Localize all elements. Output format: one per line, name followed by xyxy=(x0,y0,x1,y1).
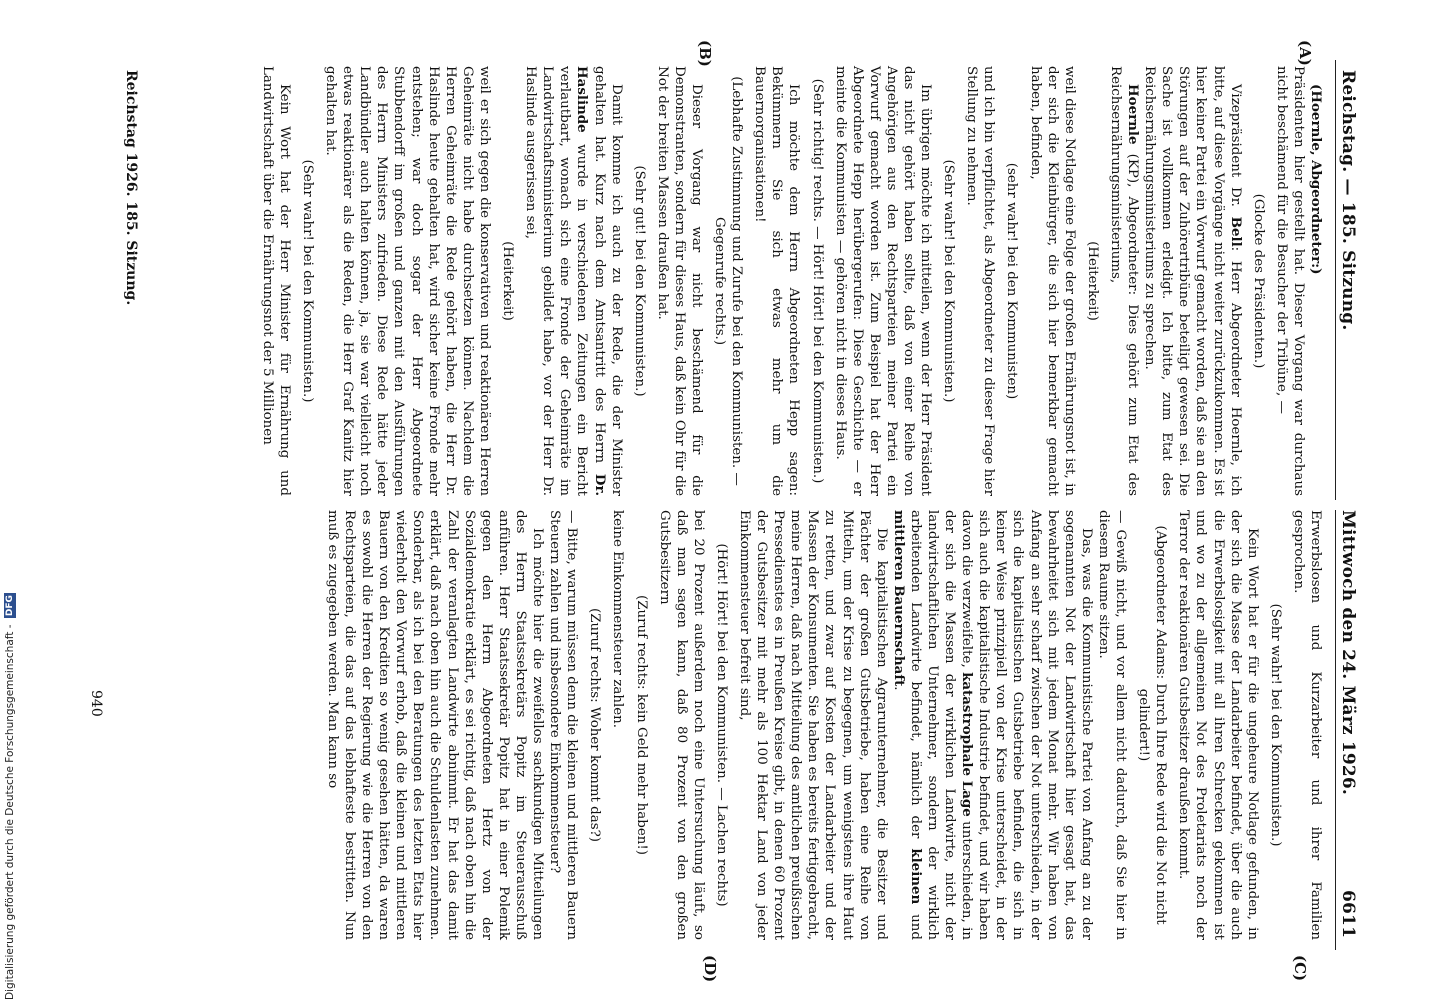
footer-page-number: 940 xyxy=(88,690,104,717)
interjection xyxy=(632,510,649,940)
text-run: weil diese Notlage eine Folge der großen Ernährungsnot ist, in der sich die Kleinbürger, die sich hier bemerkbar gemacht haben, befinden, xyxy=(1027,66,1077,496)
margin-marker-c: (C) xyxy=(1291,955,1309,982)
text-run: bei 20 Prozent außerdem noch eine Untersuchung läuft, so daß man sagen kann, daß 80 Prozent von den großen Gutsbesitzern xyxy=(656,510,706,940)
paragraph xyxy=(522,66,625,496)
text-run: (Zuruf rechts: kein Geld mehr haben!) xyxy=(633,594,649,856)
paragraph xyxy=(736,510,890,940)
header-rule-right xyxy=(1335,510,1336,950)
running-header-right: Mittwoch den 24. März 1926. xyxy=(1338,510,1358,796)
interjection xyxy=(713,510,730,940)
text-column-left xyxy=(259,66,1324,496)
paragraph xyxy=(322,66,493,496)
paragraph xyxy=(546,510,580,940)
text-run: und ich bin verpflichtet, als Abgeordneter zu dieser Frage hier Stellung zu nehmen. xyxy=(964,66,997,496)
text-run: Erwerbslosen und Kurzarbeiter und ihrer Familien gesprochen. xyxy=(1290,510,1323,940)
text-run: (Hört! Hört! bei den Kommunisten. — Lachen rechts) xyxy=(713,543,729,907)
text-run: Vizepräsident Dr. xyxy=(1227,84,1243,217)
paragraph xyxy=(1141,66,1244,496)
footer-imprint: Reichstag 1926. 185. Sitzung. xyxy=(123,70,139,306)
paragraph xyxy=(1307,66,1324,496)
text-run: Kein Wort hat er für die ungeheure Notlage gefunden, in der sich die Masse der Landarbeiter befindet, über die auch die Erwerbslosigkeit mit all ihren Schrecken gekommen ist und wo zu der allgemeinen Not des Proletariats noch der Terror der reaktionären Gutsbesitzer draußen kommt. xyxy=(1176,510,1260,940)
speaker-name: (Hoernle, Abgeordneter:) xyxy=(1308,84,1324,275)
text-run: — Bitte, warum müssen denn die kleinen und mittleren Bauern Steuern zahlen und insbesondere Einkommensteuer? xyxy=(547,510,580,940)
paragraph xyxy=(259,66,293,496)
speaker-name: mittleren Bauernschaft xyxy=(890,510,907,687)
interjection xyxy=(499,66,516,496)
interjection xyxy=(711,66,745,496)
interjection xyxy=(808,66,825,496)
text-run: Das, was die Kommunistische Partei von Anfang an zu der sogenannten Not der Landwirtschaft hier gesagt hat, das bewahrheitet sich mit jedem Monat mehr. Wir haben von Anfang an sehr scharf zwischen der Not unterschieden, in der sich die kapitalistischen Gutsbetriebe befinden, die sich in keiner Weise prinzipiell von der Krise unterscheidet, in der sich auch die kapitalistische Industrie befindet, und wir haben davon die verzweifelte, xyxy=(959,510,1094,940)
digitization-note-text: Digitalisierung gefördert durch die Deutsche Forschungsgemeinschaft - xyxy=(4,624,16,1000)
text-run: : Herr Abgeordneter Hoernle, ich bitte, auf diese Vorgänge nicht weiter zurückzukommen. Es ist hier keiner Partei ein Vorwurf gemacht worden, daß sie an den Störungen auf der Zuhörertribüne beteiligt gewesen sei. Die Sache ist vollkommen erledigt. Ich bitte, zum Etat des Reichsernährungsministeriums zu sprechen. xyxy=(1142,66,1243,497)
text-run: Ich möchte hier die zweifellos sachkundigen Mitteilungen des Herrn Staatssekretärs Popitz im Steuerausschuß anführen. Herr Staatssekretär Popitz hat in einer Polemik gegen den Herrn Abgeordneten Hertz von der Sozialdemokratie erklärt, es sei richtig, daß nach oben hin die Zahl der veranlagten Landwirte abnimmt. Er hat das damit erklärt, daß nach oben hin auch die Schuldenlasten zunehmen. Sonderbar, als ich bei den Beratungen des letzten Etats hier wiederholt den Vorwurf erhob, daß die kleinen und mittleren Bauern von den Krediten so wenig gesehen hätten, da waren es sowohl die Herren der Regierung wie die Herren von den Rechtsparteien, die das auf das lebhafteste bestritten. Nun muß es zugegeben werden. Man kann so xyxy=(324,510,546,940)
text-run: (Heiterkeit) xyxy=(1084,241,1100,321)
text-run: wurde in verschiedenen Zeitungen ein Bericht verlautbart, wonach sich eine Fronde der Geheimräte im Landwirtschaftsministerium gebildet habe, vor der Herr Dr. Haslinde ausgerissen sei, xyxy=(523,66,590,496)
text-run: Kein Wort hat der Herr Minister für Ernährung und Landwirtschaft über die Ernährungsnot der 5 Millionen xyxy=(259,66,292,496)
paragraph xyxy=(654,66,705,496)
interjection xyxy=(1267,510,1284,940)
paragraph xyxy=(751,66,802,496)
page-number: 6611 xyxy=(1338,890,1358,939)
interjection xyxy=(940,66,957,496)
text-run: Die kapitalistischen Agrarunternehmer, die Besitzer und Pächter der großen Gutsbetriebe, haben eine Reihe von Mitteln, um der Krise zu begegnen, um wenigstens ihre Haut zu retten, und zwar auf Kosten der Landarbeiter und der Massen der Konsumenten. Sie haben es bereits fertiggebracht, meine Herren, daß nach Mitteilung des amtlichen preußischen Pressedienstes es in Preußen Kreise gibt, in denen 60 Prozent der Gutsbesitzer mit mehr als 100 Hektar Land von jeder Einkommensteuer befreit sind, xyxy=(737,510,889,940)
paragraph xyxy=(1027,66,1078,496)
speaker-name: Dr. Haslinde xyxy=(574,66,608,496)
interjection xyxy=(299,66,316,496)
text-run: Dieser Vorgang war nicht beschämend für die Demonstranten, sondern für dieses Haus, daß kein Ohr für die Not der breiten Massen draußen hat. xyxy=(654,66,704,496)
interjection xyxy=(1250,66,1267,496)
paragraph xyxy=(324,510,546,940)
text-column-right xyxy=(324,510,1324,940)
text-run: unterschieden, in der sich die Massen der wirklichen Landwirte, nicht der landwirtschaftlichen Unternehmer, sondern der wirklich arbeitenden Landwirte befindet, nämlich der xyxy=(907,510,975,940)
text-run: weil er sich gegen die konservativen und reaktionären Herren Geheimräte nicht habe durchsetzen können. Nachdem die Herren Geheimräte die Rede gehört haben, die Herr Dr. Haslinde heute gehalten hat, wird sicher keine Fronde mehr entstehen; war doch sogar der Herr Abgeordnete Stubbendorff im großen und ganzen mit den Ausführungen des Herrn Ministers zufrieden. Diese Rede hätte jeder Landbündler auch halten können, ja, sie war vielleicht noch etwas reaktionärer als die Reden, die Herr Graf Kanitz hier gehalten hat. xyxy=(323,66,492,496)
paragraph xyxy=(832,66,935,496)
interjection xyxy=(1003,66,1020,496)
running-header-left: Reichstag. — 185. Sitzung. xyxy=(1338,70,1358,331)
paragraph xyxy=(1107,66,1141,496)
paragraph xyxy=(1290,510,1324,940)
paragraph xyxy=(1175,510,1260,940)
text-run: (Sehr richtig! rechts. — Hört! Hört! bei den Kommunisten.) xyxy=(809,78,825,484)
speaker-name: Bell xyxy=(1227,216,1244,247)
interjection xyxy=(1084,66,1101,496)
margin-marker-d: (D) xyxy=(701,955,719,983)
text-run: Im übrigen möchte ich mitteilen, wenn der Herr Präsident das nicht gehört haben sollte, daß von einer Reihe von Angehörigen aus den Rechtsparteien meiner Partei ein Vorwurf gemacht worden ist. Zum Beispiel hat der Herr Abgeordnete Hepp herübergerufen: Diese Geschichte — er meinte die Kommunisten — gehören nicht in dieses Haus. xyxy=(832,66,934,496)
text-run: keine Einkommensteuer zahlen. xyxy=(610,510,626,729)
text-run: — Gewiß nicht, und vor allem nicht dadurch, daß Sie hier in diesem Raume sitzen. xyxy=(1095,510,1129,940)
text-run: (Sehr wahr! bei den Kommunisten.) xyxy=(941,159,957,403)
text-run: (sehr wahr! bei den Kommunisten) xyxy=(1004,162,1020,400)
paragraph xyxy=(963,66,997,496)
text-run: (Zuruf rechts: Woher kommt das?) xyxy=(587,607,603,843)
margin-marker-b: (B) xyxy=(696,40,714,67)
interjection xyxy=(586,510,603,940)
text-run: (KP), Abgeordneter: Dies gehört zum Etat des Reichsernährungsministeriums, xyxy=(1107,66,1141,496)
text-run: Präsidenten hier gestellt hat. Dieser Vorgang war durchaus nicht beschämend für die Besucher der Tribüne, — xyxy=(1273,66,1306,496)
text-run: Ich möchte dem Herrn Abgeordneten Hepp sagen: Bekümmern Sie sich etwas mehr um die Bauernorganisationen! xyxy=(752,66,802,496)
text-run: (Heiterkeit) xyxy=(500,241,516,321)
margin-marker-a: (A) xyxy=(1296,40,1314,66)
text-run: (Sehr wahr! bei den Kommunisten.) xyxy=(300,159,316,403)
digitization-note xyxy=(1,595,19,1000)
interjection xyxy=(1135,510,1169,940)
text-run: und xyxy=(907,904,923,940)
paragraph xyxy=(890,510,1095,940)
text-run: (Sehr gut! bei den Kommunisten.) xyxy=(631,165,647,397)
paragraph xyxy=(1273,66,1307,496)
speaker-name: katastrophale Lage xyxy=(959,672,976,817)
speaker-name: kleinen xyxy=(907,848,924,905)
paragraph xyxy=(656,510,707,940)
text-run: Damit komme ich auch zu der Rede, die der Minister gehalten hat. Kurz nach dem Amtsantritt des Herrn xyxy=(591,66,624,496)
text-run: (Glocke des Präsidenten.) xyxy=(1250,193,1266,369)
paragraph xyxy=(1095,510,1129,940)
dfg-logo: DFG xyxy=(5,595,15,617)
text-run: (Lebhafte Zustimmung und Zurufe bei den Kommunisten. — Gegenrufe rechts.) xyxy=(712,76,745,486)
header-rule-left xyxy=(1335,60,1336,500)
text-run: . xyxy=(890,686,906,691)
interjection xyxy=(631,66,648,496)
paragraph xyxy=(609,510,626,940)
text-run: (Sehr wahr! bei den Kommunisten.) xyxy=(1267,603,1283,847)
speaker-name: Hoernle xyxy=(1125,84,1142,145)
text-run: (Abgeordneter Adams: Durch Ihre Rede wird die Not nicht gelindert!) xyxy=(1136,525,1169,925)
